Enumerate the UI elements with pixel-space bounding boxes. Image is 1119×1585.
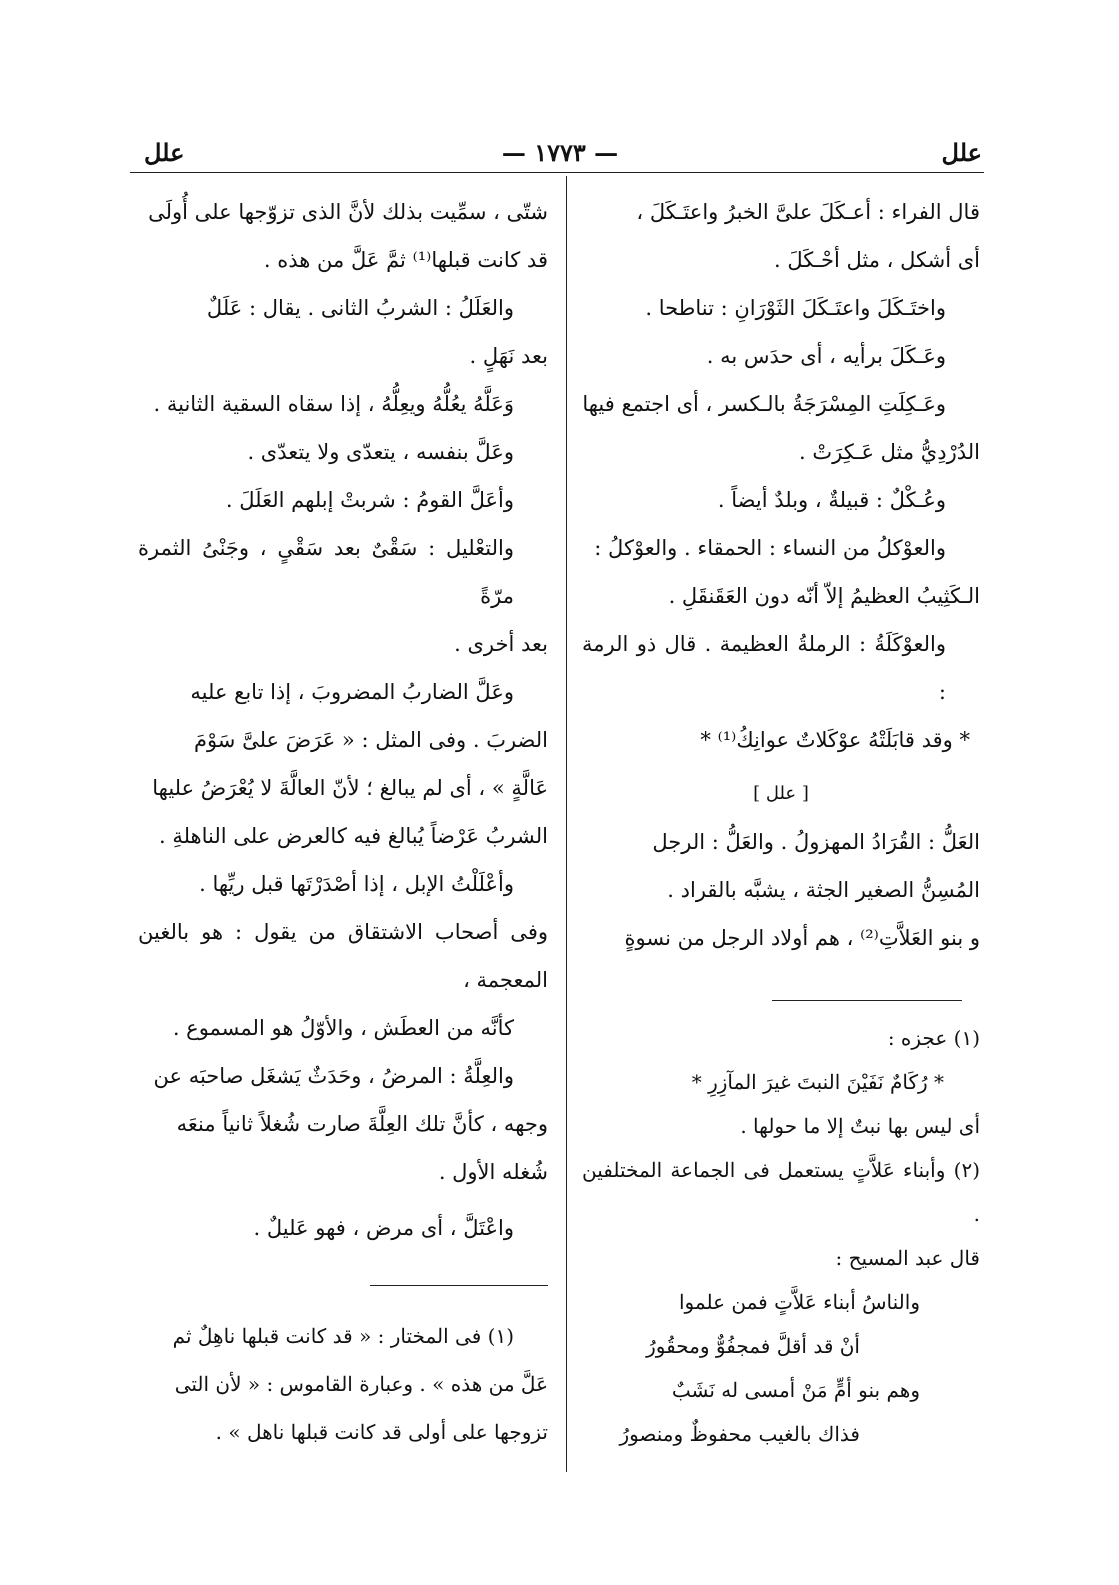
- footnote-line: (٢) وأبناء عَلاَّتٍ يستعمل فى الجماعة المختلفين .: [582, 1158, 980, 1226]
- entry-line: الدُرْدِيُّ مثل عَـكِرَتْ .: [798, 440, 980, 464]
- page-number: — ١٧٧٣ —: [501, 138, 619, 167]
- footnote-line: قال عبد المسيح :: [835, 1246, 980, 1270]
- entry-line: وعَلَّ الضاربُ المضروبَ ، إذا تابع عليه: [190, 680, 514, 704]
- entry-line: وعَـكَلَ برأيه ، أى حدَس به .: [706, 344, 946, 368]
- entry-line: والعوْكلُ من النساء : الحمقاء . والعوْكلُ :: [594, 536, 946, 560]
- entry-line: والتعْليل : سَقْىٌ بعد سَقْىٍ ، وجَنْىُ الثمرة مرّةً: [138, 536, 514, 608]
- footnote-rule-right: [772, 1000, 962, 1001]
- entry-line: كأنَّه من العطَش ، والأوّلُ هو المسموع .: [172, 1016, 514, 1040]
- footnote-line: تزوجها على أولى قد كانت قبلها ناهل » .: [215, 1420, 548, 1444]
- entry-line: وأعْلَلْتُ الإبل ، إذا أصْدَرْتَها قبل ريِّها .: [199, 872, 514, 896]
- footnote-line: (١) فى المختار : « قد كانت قبلها ناهِلٌ ثم: [172, 1324, 514, 1348]
- footnote-verse: * رُكَامٌ نَفَيْنَ النبتَ غيرَ المآزِرِ *: [691, 1070, 944, 1094]
- footnote-line: عَلَّ من هذه » . وعبارة القاموس : « لأن التى: [174, 1372, 548, 1396]
- footnote-line: أى ليس بها نبتٌ إلا ما حولها .: [740, 1114, 980, 1138]
- poem-line: فذاك بالغيب محفوظٌ ومنصورُ: [619, 1422, 860, 1446]
- entry-line: شُغله الأول .: [438, 1160, 548, 1184]
- left-column: [138, 188, 548, 1252]
- entry-line: الضربَ . وفى المثل : « عَرَضَ علىَّ سَوْمَ: [193, 728, 548, 752]
- entry-line: وجهه ، كأنَّ تلك العِلَّةَ صارت شُغلاً ثانياً منعَه: [176, 1112, 548, 1136]
- entry-line: العَلُّ : القُرَادُ المهزولُ . والعَلُّ : الرجل: [652, 830, 980, 854]
- entry-line: واختَـكَلَ واعتَـكَلَ الثَوْرَانِ : تناطحا .: [645, 296, 946, 320]
- section-heading: [ علل ]: [753, 783, 809, 804]
- entry-line: الـكَثِيبُ العظيمُ إلاّ أنّه دون العَقَنقَلِ .: [668, 584, 980, 608]
- entry-line: عَالَّةٍ » ، أى لم يبالغ ؛ لأنّ العالَّةَ لا يُعْرَضُ عليها: [152, 776, 548, 800]
- footnote-line: (١) عجزه :: [887, 1026, 980, 1050]
- entry-line: وَعَلَّهُ يعُلُّهُ ويعِلُّهُ ، إذا سقاه السقية الثانية .: [153, 392, 514, 416]
- entry-line: وعُـكْلٌ : قبيلةٌ ، وبلدٌ أيضاً .: [717, 488, 946, 512]
- entry-line: و بنو العَلاَّتِ⁽²⁾ ، هم أولاد الرجل من نسوةٍ: [624, 926, 980, 950]
- header-catchword-left: علل: [144, 138, 185, 167]
- entry-line: أى أشكل ، مثل أحْـكَلَ .: [774, 248, 980, 272]
- entry-line: واعْتَلَّ ، أى مرض ، فهو عَليلٌ .: [253, 1216, 514, 1240]
- entry-line: شتّى ، سمِّيت بذلك لأنَّ الذى تزوّجها على أُولَى: [148, 200, 548, 224]
- entry-line: وأعَلَّ القومُ : شربتْ إبلهم العَلَلَ .: [225, 488, 514, 512]
- entry-line: الشربُ عَرْضاً يُبالغ فيه كالعرض على الناهلةِ .: [158, 824, 548, 848]
- entry-line: والعِلَّةُ : المرضُ ، وحَدَثٌ يَشغَل صاحبَه عن: [153, 1064, 514, 1088]
- poem-line: أنْ قد أقلَّ فمجفُوٌّ ومحقُورُ: [646, 1334, 860, 1358]
- verse-line: * وقد قابَلَتْهُ عوْكَلاتٌ عوانِكُ⁽¹⁾ *: [700, 728, 970, 752]
- poem-line: وهم بنو أمٍّ مَنْ أمسى له نَشَبٌ: [671, 1378, 920, 1402]
- right-column: [582, 188, 980, 962]
- entry-line: والعَلَلُ : الشربُ الثانى . يقال : عَلَلٌ: [206, 296, 514, 320]
- entry-line: وفى أصحاب الاشتقاق من يقول : هو بالغين المعجمة ،: [138, 920, 548, 992]
- entry-line: والعوْكَلَةُ : الرملةُ العظيمة . قال ذو الرمة :: [582, 632, 946, 704]
- entry-line: قد كانت قبلها⁽¹⁾ ثمَّ عَلَّ من هذه .: [263, 248, 548, 272]
- column-divider: [566, 176, 567, 1472]
- header-rule: [130, 172, 984, 173]
- entry-line: قال الفراء : أعـكَلَ علىَّ الخبرُ واعتَـكَلَ ،: [636, 200, 980, 224]
- footnote-rule-left: [370, 1285, 548, 1286]
- left-footnotes: [138, 1312, 548, 1456]
- entry-line: وعَـكِلَتِ المِسْرَجَةُ بالـكسر ، أى اجتمع فيها: [582, 392, 946, 416]
- header-catchword-right: علل: [941, 138, 982, 167]
- poem-line: والناسُ أبناء عَلاَّتٍ فمن علموا: [679, 1290, 920, 1314]
- right-footnotes: [582, 1016, 980, 1456]
- entry-line: المُسِنُّ الصغير الجثة ، يشبَّه بالقراد .: [667, 878, 980, 902]
- entry-line: بعد أخرى .: [454, 632, 548, 656]
- page-header: [138, 138, 982, 172]
- entry-line: وعَلَّ بنفسه ، يتعدّى ولا يتعدّى .: [247, 440, 514, 464]
- entry-line: بعد نَهَلٍ .: [469, 344, 548, 368]
